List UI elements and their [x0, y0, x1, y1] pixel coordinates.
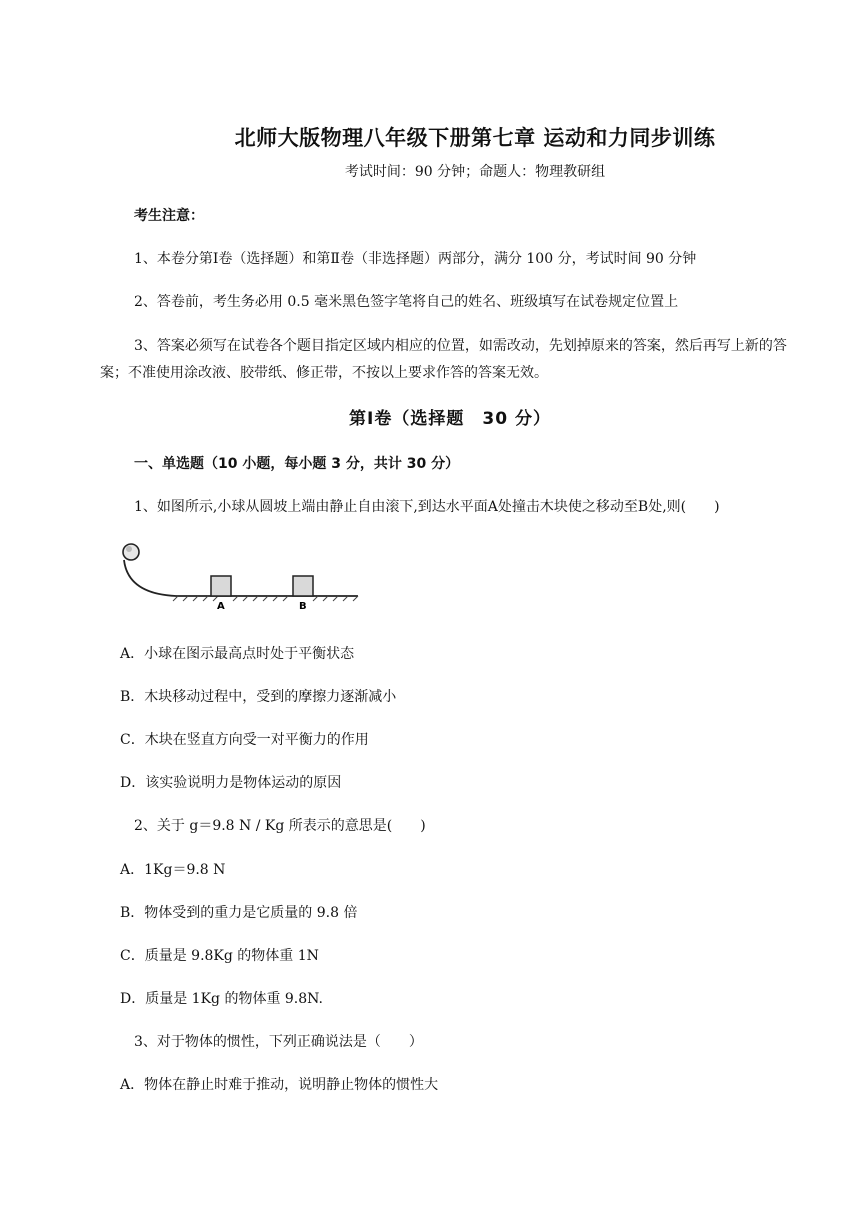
section-title: 第Ⅰ卷（选择题 30 分）	[349, 409, 551, 429]
exam-info: 考试时间：90 分钟；命题人：物理教研组	[344, 164, 606, 180]
question-2-stem: 2、关于 g＝9.8 N / Kg 所表示的意思是( )	[134, 818, 426, 834]
notice-item-3: 3、答案必须写在试卷各个题目指定区域内相应的位置，如需改动，先划掉原来的答案，然后再写上新的答案；不准使用涂改液、胶带纸、修正带，不按以上要求作答的答案无效。	[100, 338, 787, 381]
ball-shape	[123, 544, 139, 560]
q2-option-a: A．1Kg＝9.8 N	[120, 862, 226, 878]
block-b	[293, 576, 313, 596]
ramp-surface	[124, 560, 358, 596]
label-a: A	[217, 601, 225, 612]
page-title: 北师大版物理八年级下册第七章 运动和力同步训练	[234, 126, 716, 150]
notice-item-2: 2、答卷前，考生务必用 0.5 毫米黑色签字笔将自己的姓名、班级填写在试卷规定位置上	[134, 294, 679, 310]
q1-option-c: C．木块在竖直方向受一对平衡力的作用	[120, 732, 369, 748]
q1-option-d: D．该实验说明力是物体运动的原因	[120, 775, 342, 791]
notice-heading: 考生注意：	[134, 208, 204, 224]
q2-option-d: D．质量是 1Kg 的物体重 9.8N.	[120, 991, 323, 1007]
question-1-stem: 1、如图所示,小球从圆坡上端由静止自由滚下,到达水平面A处撞击木块使之移动至B处,则( )	[134, 499, 720, 515]
q1-option-b: B．木块移动过程中，受到的摩擦力逐渐减小	[120, 689, 397, 705]
ramp-figure	[118, 538, 363, 613]
q2-option-b: B．物体受到的重力是它质量的 9.8 倍	[120, 905, 358, 921]
label-b: B	[299, 601, 307, 612]
notice-item-1: 1、本卷分第Ⅰ卷（选择题）和第Ⅱ卷（非选择题）两部分，满分 100 分，考试时间 90 分钟	[134, 251, 697, 267]
q3-option-a: A．物体在静止时难于推动，说明静止物体的惯性大	[120, 1077, 439, 1093]
part-heading: 一、单选题（10 小题，每小题 3 分，共计 30 分）	[134, 456, 460, 472]
q1-option-a: A．小球在图示最高点时处于平衡状态	[120, 646, 355, 662]
q2-option-c: C．质量是 9.8Kg 的物体重 1N	[120, 948, 319, 964]
block-a	[211, 576, 231, 596]
question-3-stem: 3、对于物体的惯性，下列正确说法是（ ）	[134, 1034, 423, 1050]
